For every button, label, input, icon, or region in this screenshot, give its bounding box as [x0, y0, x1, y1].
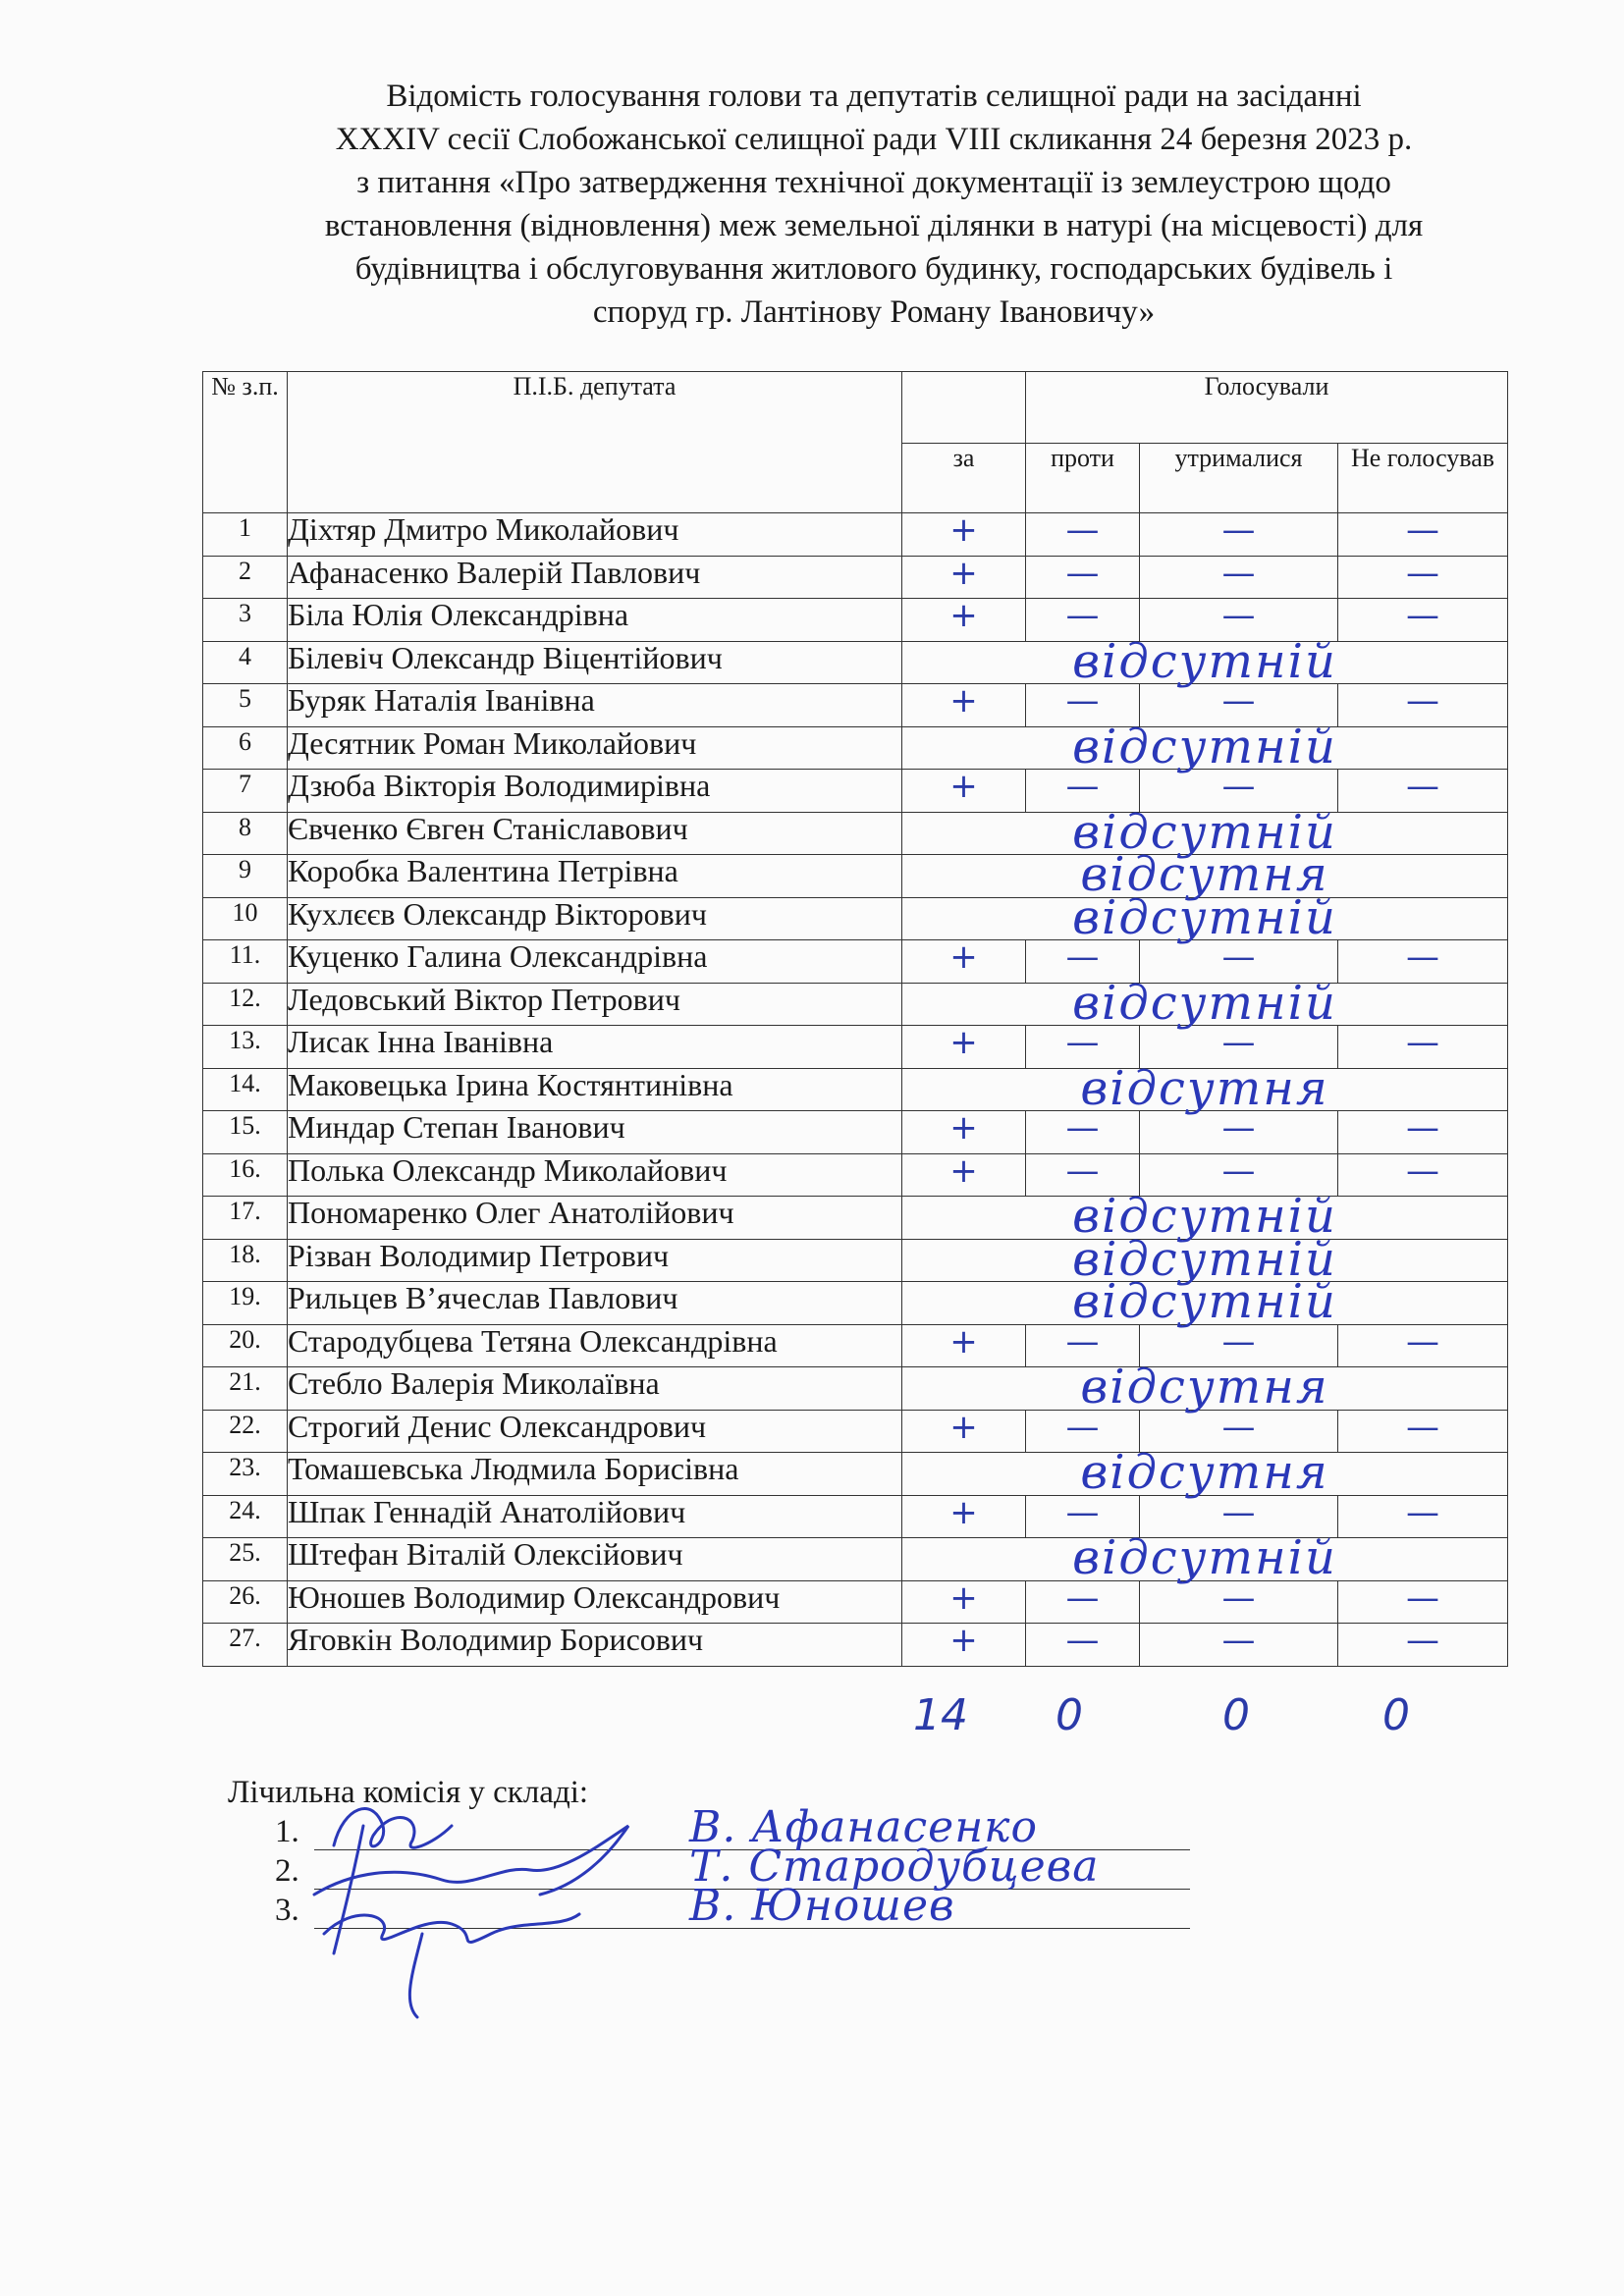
header-not-voted: Не голосував [1338, 444, 1508, 513]
deputy-name: Яговкін Володимир Борисович [288, 1624, 902, 1667]
vote-against-mark: — [1026, 1624, 1140, 1667]
absent-mark: відсутня [902, 855, 1508, 898]
vote-abstain-mark: — [1140, 684, 1338, 727]
deputy-name: Маковецька Ірина Костянтинівна [288, 1068, 902, 1111]
vote-against-mark: — [1026, 770, 1140, 813]
vote-not-voted-mark: — [1338, 1111, 1508, 1154]
table-row [203, 1282, 1508, 1325]
vote-for-mark: + [902, 1153, 1026, 1197]
vote-for-mark: + [902, 1410, 1026, 1453]
row-number: 18. [203, 1239, 288, 1282]
vote-abstain-mark: — [1140, 940, 1338, 984]
handwritten-signatures [304, 1787, 677, 2022]
deputy-name: Полька Олександр Миколайович [288, 1153, 902, 1197]
row-number: 14. [203, 1068, 288, 1111]
voting-table-body [203, 510, 1508, 1667]
vote-abstain-mark: — [1140, 599, 1338, 642]
deputy-name: Ледовський Віктор Петрович [288, 983, 902, 1026]
table-row [203, 641, 1508, 684]
deputy-name: Штефан Віталій Олексійович [288, 1538, 902, 1581]
header-for: за [902, 444, 1026, 513]
document-title [177, 75, 1571, 334]
absent-mark: відсутній [902, 1538, 1508, 1581]
deputy-name: Шпак Геннадій Анатолійович [288, 1495, 902, 1538]
row-number: 1 [203, 513, 288, 557]
row-number: 24. [203, 1495, 288, 1538]
absent-mark: відсутній [902, 1282, 1508, 1325]
deputy-name: Пономаренко Олег Анатолійович [288, 1197, 902, 1240]
signature-scrawl [314, 1809, 628, 2017]
absent-mark: відсутня [902, 1367, 1508, 1411]
vote-not-voted-mark: — [1338, 599, 1508, 642]
vote-for-mark: + [902, 556, 1026, 599]
title-line: з питання «Про затвердження технічної документації із землеустрою щодо [356, 165, 1391, 200]
vote-against-mark: — [1026, 940, 1140, 984]
absent-mark: відсутній [902, 1197, 1508, 1240]
deputy-name: Миндар Степан Іванович [288, 1111, 902, 1154]
row-number: 11. [203, 940, 288, 984]
table-row [203, 897, 1508, 940]
title-line: XXXIV сесії Слобожанської селищної ради VIII скликання 24 березня 2023 р. [335, 122, 1413, 157]
table-row [203, 726, 1508, 770]
table-row [203, 556, 1508, 599]
total-for: 14 [913, 1690, 968, 1740]
row-number: 6 [203, 726, 288, 770]
row-number: 21. [203, 1367, 288, 1411]
vote-abstain-mark: — [1140, 770, 1338, 813]
table-row [203, 1580, 1508, 1624]
row-number: 5 [203, 684, 288, 727]
deputy-name: Строгий Денис Олександрович [288, 1410, 902, 1453]
vote-for-mark: + [902, 1624, 1026, 1667]
header-name: П.І.Б. депутата [288, 372, 902, 513]
commission-label: Лічильна комісія у складі: [228, 1775, 589, 1810]
vote-not-voted-mark: — [1338, 684, 1508, 727]
vote-against-mark: — [1026, 684, 1140, 727]
deputy-name: Різван Володимир Петрович [288, 1239, 902, 1282]
table-row [203, 513, 1508, 557]
signature-stroke [324, 1914, 579, 1943]
row-number: 10 [203, 897, 288, 940]
vote-against-mark: — [1026, 1324, 1140, 1367]
row-number: 25. [203, 1538, 288, 1581]
signature-stroke [334, 1809, 452, 1848]
signature-stroke [334, 1826, 363, 1953]
vote-abstain-mark: — [1140, 1324, 1338, 1367]
deputy-name: Стебло Валерія Миколаївна [288, 1367, 902, 1411]
deputy-name: Стародубцева Тетяна Олександрівна [288, 1324, 902, 1367]
header-against: проти [1026, 444, 1140, 513]
absent-mark: відсутня [902, 1068, 1508, 1111]
vote-abstain-mark: — [1140, 1410, 1338, 1453]
absent-mark: відсутній [902, 641, 1508, 684]
deputy-name: Рильцев В’ячеслав Павлович [288, 1282, 902, 1325]
vote-not-voted-mark: — [1338, 513, 1508, 557]
vote-for-mark: + [902, 770, 1026, 813]
header-abstain: утрималися [1140, 444, 1338, 513]
deputy-name: Юношев Володимир Олександрович [288, 1580, 902, 1624]
row-number: 20. [203, 1324, 288, 1367]
member-name: В. Афанасенко [689, 1802, 1038, 1852]
member-name: Т. Стародубцева [689, 1842, 1100, 1892]
vote-not-voted-mark: — [1338, 1324, 1508, 1367]
vote-not-voted-mark: — [1338, 770, 1508, 813]
row-number: 16. [203, 1153, 288, 1197]
row-number: 2 [203, 556, 288, 599]
deputy-name: Лисак Інна Іванівна [288, 1026, 902, 1069]
table-row [203, 1453, 1508, 1496]
row-number: 3 [203, 599, 288, 642]
row-number: 27. [203, 1624, 288, 1667]
member-number: 1. [275, 1814, 299, 1849]
row-number: 13. [203, 1026, 288, 1069]
vote-for-mark: + [902, 599, 1026, 642]
row-number: 8 [203, 812, 288, 855]
deputy-name: Буряк Наталія Іванівна [288, 684, 902, 727]
row-number: 15. [203, 1111, 288, 1154]
table-row [203, 1111, 1508, 1154]
table-row [203, 1538, 1508, 1581]
member-name: В. Юношев [689, 1881, 955, 1931]
vote-for-mark: + [902, 1324, 1026, 1367]
table-row [203, 1367, 1508, 1411]
vote-abstain-mark: — [1140, 556, 1338, 599]
row-number: 12. [203, 983, 288, 1026]
vote-against-mark: — [1026, 1410, 1140, 1453]
deputy-name: Білевіч Олександр Віцентійович [288, 641, 902, 684]
vote-not-voted-mark: — [1338, 1624, 1508, 1667]
vote-against-mark: — [1026, 556, 1140, 599]
row-number: 17. [203, 1197, 288, 1240]
vote-abstain-mark: — [1140, 513, 1338, 557]
vote-abstain-mark: — [1140, 1580, 1338, 1624]
vote-abstain-mark: — [1140, 1495, 1338, 1538]
vote-abstain-mark: — [1140, 1624, 1338, 1667]
vote-against-mark: — [1026, 513, 1140, 557]
title-line: споруд гр. Лантінову Роману Івановичу» [592, 294, 1156, 330]
vote-against-mark: — [1026, 1495, 1140, 1538]
vote-not-voted-mark: — [1338, 1026, 1508, 1069]
deputy-name: Кухлєєв Олександр Вікторович [288, 897, 902, 940]
table-row [203, 1624, 1508, 1667]
vote-abstain-mark: — [1140, 1111, 1338, 1154]
header-voted: Голосували [1026, 372, 1508, 444]
absent-mark: відсутній [902, 812, 1508, 855]
table-row [203, 983, 1508, 1026]
row-number: 19. [203, 1282, 288, 1325]
title-line: встановлення (відновлення) меж земельної ділянки в натурі (на місцевості) для [324, 208, 1424, 243]
vote-not-voted-mark: — [1338, 1153, 1508, 1197]
vote-against-mark: — [1026, 1153, 1140, 1197]
vote-for-mark: + [902, 513, 1026, 557]
vote-totals [0, 1690, 1624, 1749]
row-number: 26. [203, 1580, 288, 1624]
title-line: будівництва і обслуговування житлового будинку, господарських будівель і [354, 251, 1393, 287]
header-blank [902, 372, 1026, 444]
vote-against-mark: — [1026, 599, 1140, 642]
voting-table [202, 371, 1508, 1667]
title-line: Відомість голосування голови та депутатів селищної ради на засіданні [386, 79, 1362, 114]
row-number: 4 [203, 641, 288, 684]
row-number: 22. [203, 1410, 288, 1453]
absent-mark: відсутня [902, 1453, 1508, 1496]
absent-mark: відсутній [902, 726, 1508, 770]
row-number: 23. [203, 1453, 288, 1496]
member-number: 3. [275, 1893, 299, 1928]
vote-against-mark: — [1026, 1580, 1140, 1624]
row-number: 9 [203, 855, 288, 898]
deputy-name: Євченко Євген Станіславович [288, 812, 902, 855]
deputy-name: Коробка Валентина Петрівна [288, 855, 902, 898]
vote-for-mark: + [902, 1026, 1026, 1069]
vote-for-mark: + [902, 1495, 1026, 1538]
deputy-name: Дзюба Вікторія Володимирівна [288, 770, 902, 813]
deputy-name: Томашевська Людмила Борисівна [288, 1453, 902, 1496]
vote-for-mark: + [902, 940, 1026, 984]
deputy-name: Куценко Галина Олександрівна [288, 940, 902, 984]
vote-not-voted-mark: — [1338, 1580, 1508, 1624]
member-number: 2. [275, 1853, 299, 1889]
vote-against-mark: — [1026, 1026, 1140, 1069]
absent-mark: відсутній [902, 983, 1508, 1026]
header-number: № з.п. [203, 372, 288, 513]
vote-not-voted-mark: — [1338, 940, 1508, 984]
signature-stroke [409, 1934, 422, 2017]
absent-mark: відсутній [902, 897, 1508, 940]
vote-not-voted-mark: — [1338, 556, 1508, 599]
deputy-name: Афанасенко Валерій Павлович [288, 556, 902, 599]
vote-not-voted-mark: — [1338, 1495, 1508, 1538]
table-row [203, 1068, 1508, 1111]
vote-abstain-mark: — [1140, 1153, 1338, 1197]
total-abstain: 0 [1222, 1690, 1250, 1740]
absent-mark: відсутній [902, 1239, 1508, 1282]
vote-against-mark: — [1026, 1111, 1140, 1154]
vote-for-mark: + [902, 684, 1026, 727]
total-not-voted: 0 [1382, 1690, 1410, 1740]
vote-not-voted-mark: — [1338, 1410, 1508, 1453]
vote-abstain-mark: — [1140, 1026, 1338, 1069]
row-number: 7 [203, 770, 288, 813]
vote-for-mark: + [902, 1111, 1026, 1154]
deputy-name: Десятник Роман Миколайович [288, 726, 902, 770]
deputy-name: Діхтяр Дмитро Миколайович [288, 513, 902, 557]
deputy-name: Біла Юлія Олександрівна [288, 599, 902, 642]
vote-for-mark: + [902, 1580, 1026, 1624]
total-against: 0 [1056, 1690, 1083, 1740]
